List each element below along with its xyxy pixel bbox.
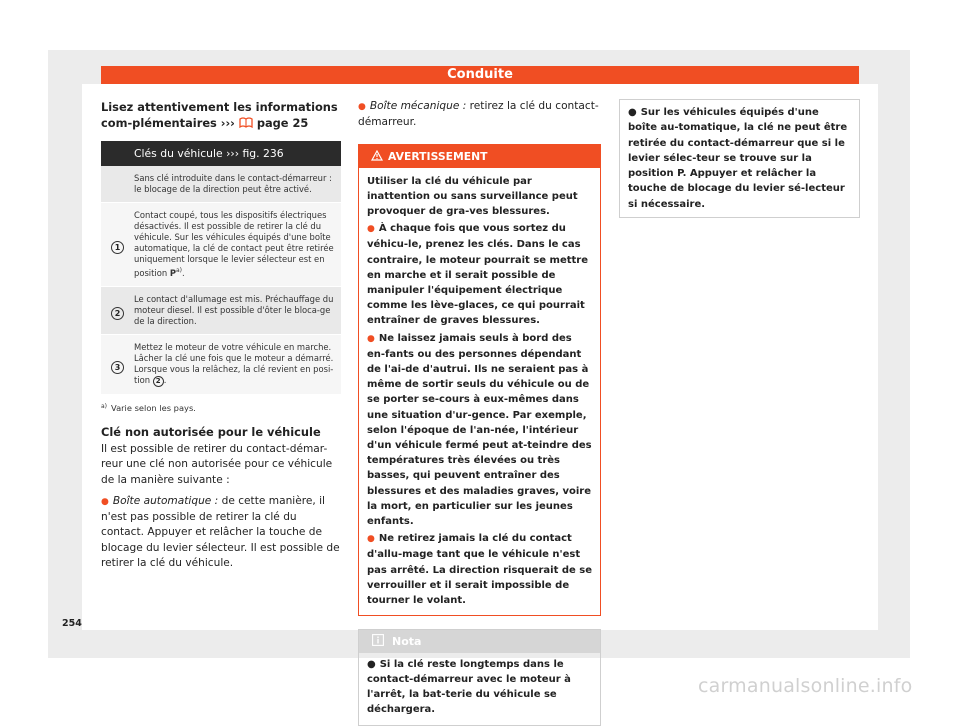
bullet-icon: ● (367, 659, 376, 671)
column-left (101, 99, 341, 571)
bullet-label: Boîte mécanique : (369, 100, 467, 112)
key-positions-table (101, 141, 341, 395)
note-header (359, 630, 600, 653)
page-number: 254 (62, 618, 82, 629)
table-row (101, 166, 341, 203)
warning-item-text: Ne retirez jamais la clé du contact d'allu-mage tant que le véhicule n'est pas arrêté. La direction risquerait de se verrouiller et il serait impossible de tourner le volant. (367, 533, 592, 607)
warning-title: AVERTISSEMENT (388, 149, 488, 163)
warning-header (359, 145, 600, 168)
warning-icon (371, 150, 388, 163)
position-1-badge: 1 (111, 241, 124, 254)
note-body (359, 653, 600, 725)
bullet-label: Boîte automatique : (112, 494, 219, 507)
table-row (101, 203, 341, 287)
book-icon (239, 116, 253, 127)
warning-box (358, 144, 601, 617)
note-box (358, 629, 601, 726)
body-paragraph: Il est possible de retirer du contact-démar-reur une clé non autorisée pour ce véhicule de la manière suivante : (101, 443, 333, 486)
warning-intro: Utiliser la clé du véhicule par inattention ou sans surveillance peut provoquer de gra-ves blessures. (367, 175, 578, 217)
bullet-icon: ● (367, 333, 375, 344)
warning-body (359, 168, 600, 616)
warning-item-text: À chaque fois que vous sortez du véhicu-le, prenez les clés. Dans le cas contraire, le moteur pourrait se mettre en marche et il serait possible de manipuler l'équipement électrique comme les lève-glaces, ce qui pourrait entraîner de graves blessures. (367, 223, 589, 327)
row-number (101, 301, 134, 320)
warning-item (367, 331, 592, 530)
row-text-body: Contact coupé, tous les dispositifs électriques désactivés. Il est possible de retirer la clé du véhicule. Sur les véhicules équipés d'une boîte automatique, la clé de contact peut être retirée uniquement lorsque le levier sélecteur est en position (134, 210, 334, 278)
footnote-ref: a) (176, 267, 183, 274)
note-title: Nota (392, 635, 422, 649)
footnote-mark: a) (101, 403, 108, 410)
row-text-body: Mettez le moteur de votre véhicule en marche. Lâcher la clé une fois que le moteur a démarré. Lorsque vous la relâchez, la clé revient en posi-tion (134, 342, 334, 385)
position-3-badge: 3 (111, 361, 124, 374)
position-2-badge: 2 (111, 307, 124, 320)
column-right (619, 99, 860, 218)
row-text: Le contact d'allumage est mis. Préchauffage du moteur diesel. Il est possible d'ôter le bloca-ge de la direction. (134, 294, 334, 326)
row-text (134, 335, 341, 394)
row-number (101, 235, 134, 254)
position-ref-badge: 2 (153, 376, 164, 387)
intro-paragraph (101, 99, 341, 131)
bullet-icon: ● (358, 102, 366, 112)
section-header: Conduite (101, 66, 859, 84)
row-number (101, 355, 134, 374)
watermark: carmanualsonline.info (698, 675, 913, 697)
warning-item (367, 531, 592, 608)
row-tail: . (182, 268, 185, 278)
info-box-text: Sur les véhicules équipés d'une boîte au-tomatique, la clé ne peut être retirée du contact-démarreur que si le levier sélec-teur se trouve sur la position P. Appuyer et relâcher la touche de blocage du levier sé-lecteur si nécessaire. (628, 107, 848, 210)
row-tail: . (163, 375, 167, 385)
bullet-icon: ● (367, 534, 375, 545)
bullet-icon: ● (367, 224, 375, 235)
bullet-automatic (101, 494, 341, 571)
row-text (134, 203, 341, 286)
table-header: Clés du véhicule ››› fig. 236 (101, 141, 341, 166)
position-p: P (169, 268, 176, 278)
note-text: Si la clé reste longtemps dans le contact-démarreur avec le moteur à l'arrêt, la bat-terie du véhicule se déchargera. (367, 659, 571, 716)
column-middle (358, 99, 601, 726)
row-text: Sans clé introduite dans le contact-démarreur : le blocage de la direction peut être activé. (134, 173, 332, 194)
bullet-text: de cette manière, il n'est pas possible de retirer la clé du contact. Appuyer et relâcher la touche de blocage du levier sélecteur. Il est possible de retirer la clé du véhicule. (101, 494, 340, 570)
table-row (101, 287, 341, 335)
footnote-text: Varie selon les pays. (111, 403, 196, 413)
section-heading: Clé non autorisée pour le véhicule (101, 425, 321, 439)
bullet-text: retirez la clé du contact-démarreur. (358, 100, 599, 129)
bullet-icon: ● (101, 496, 109, 507)
intro-page-link[interactable]: page 25 (256, 116, 309, 130)
bullet-icon: ● (628, 107, 637, 118)
info-box (619, 99, 860, 218)
warning-item-text: Ne laissez jamais seuls à bord des en-fants ou des personnes dépendant de l'ai-de d'autrui. Ils ne seraient pas à même de sortir seuls du véhicule ou de se porter se-cours à eux-mêmes dans une situation d'ur-gence. Par exemple, selon l'époque de l'an-née, l'intérieur d'un véhicule fermé peut at-teindre des températures très élevées ou très basses, qui peuvent entraîner des blessures et des maladies graves, voire la mort, en particulier sur les jeunes enfants. (367, 332, 592, 528)
intro-text: Lisez attentivement les informations com-plémentaires ››› (101, 100, 338, 130)
warning-item (367, 221, 592, 328)
bullet-manual (358, 99, 601, 131)
footnote (101, 403, 341, 413)
info-icon (372, 635, 392, 648)
table-row (101, 335, 341, 395)
